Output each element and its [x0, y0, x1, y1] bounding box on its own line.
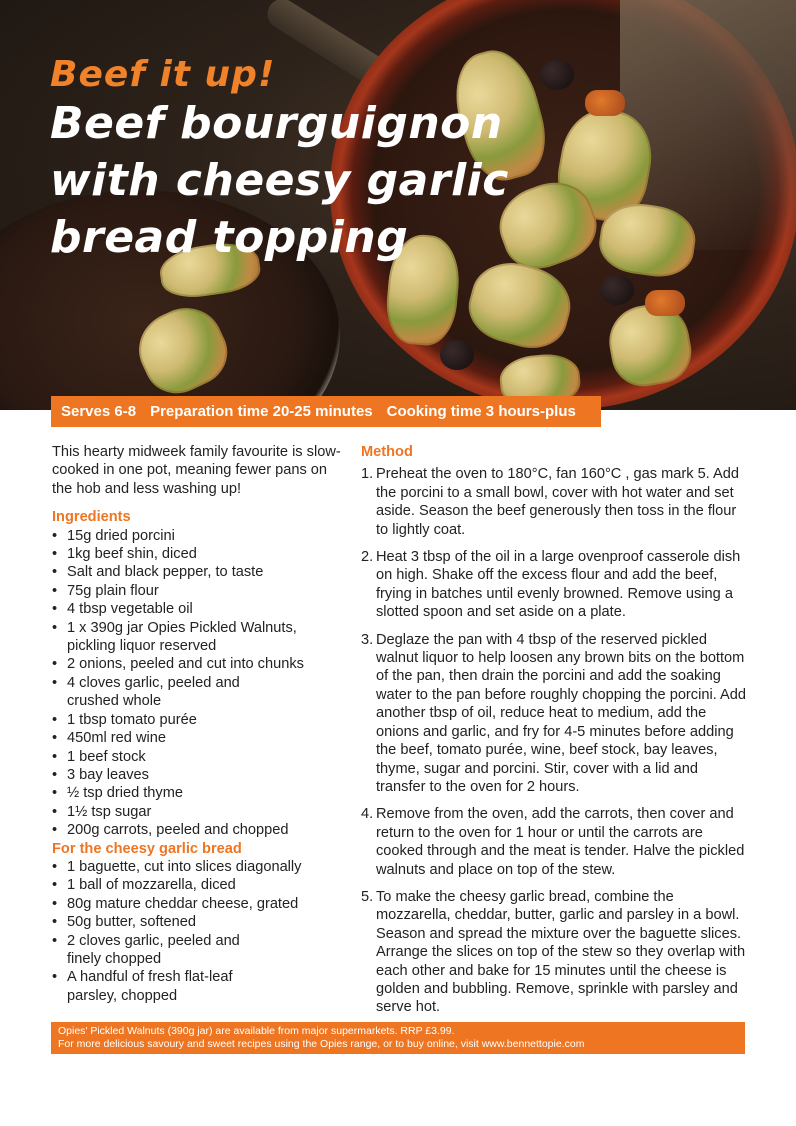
- method-heading: Method: [361, 444, 413, 460]
- pickled-walnut: [600, 275, 634, 305]
- ingredient-item: • Salt and black pepper, to taste: [52, 563, 342, 581]
- ingredient-item: • 1 x 390g jar Opies Pickled Walnuts, pickling liquor reserved: [52, 619, 342, 656]
- ingredient-item: • 1 beef stock: [52, 748, 342, 766]
- prep-time-info: Preparation time 20-25 minutes: [150, 403, 373, 420]
- method-steps: [361, 465, 749, 1016]
- ingredient-item: • 1½ tsp sugar: [52, 803, 342, 821]
- ingredient-item: • 2 onions, peeled and cut into chunks: [52, 655, 342, 673]
- method-step: [361, 548, 749, 622]
- step-number: 3.: [361, 631, 374, 648]
- method-column: [361, 443, 749, 1026]
- garlic-bread-list: [52, 858, 342, 1005]
- method-step: [361, 631, 749, 797]
- ingredients-heading: Ingredients: [52, 509, 131, 526]
- method-step: [361, 888, 749, 1017]
- pickled-walnut: [540, 60, 574, 90]
- step-number: 2.: [361, 549, 374, 566]
- garlic-bread-heading: For the cheesy garlic bread: [52, 840, 242, 857]
- cook-time-info: Cooking time 3 hours-plus: [386, 403, 576, 420]
- tagline: Beef it up!: [50, 54, 276, 95]
- ingredient-item: • 450ml red wine: [52, 729, 342, 747]
- hero-photo: [0, 0, 796, 410]
- availability-footer: [51, 1022, 745, 1054]
- ingredient-item: • 15g dried porcini: [52, 527, 342, 545]
- step-number: 1.: [361, 466, 374, 483]
- ingredient-item: • 2 cloves garlic, peeled and finely chopped: [52, 932, 257, 969]
- step-number: 5.: [361, 888, 374, 905]
- availability-note: Opies' Pickled Walnuts (390g jar) are available from major supermarkets. RRP £3.99.: [58, 1025, 455, 1037]
- ingredient-item: • 1 tbsp tomato purée: [52, 711, 342, 729]
- ingredient-item: • 1 ball of mozzarella, diced: [52, 876, 342, 894]
- ingredient-item: • ½ tsp dried thyme: [52, 784, 342, 802]
- ingredient-item: • 200g carrots, peeled and chopped: [52, 821, 342, 839]
- carrot-piece: [585, 90, 625, 116]
- recipe-title-line-3: bread topping: [50, 212, 409, 263]
- carrot-piece: [645, 290, 685, 316]
- ingredient-item: • 50g butter, softened: [52, 913, 342, 931]
- recipe-info-banner: [51, 396, 601, 427]
- ingredient-item: • 4 cloves garlic, peeled and crushed whole: [52, 674, 267, 711]
- website-note: For more delicious savoury and sweet recipes using the Opies range, or to buy online, visit www.bennettopie.com: [58, 1037, 585, 1050]
- ingredient-item: • 80g mature cheddar cheese, grated: [52, 895, 342, 913]
- ingredient-item: • 1kg beef shin, diced: [52, 545, 342, 563]
- ingredient-item: • 1 baguette, cut into slices diagonally: [52, 858, 342, 876]
- step-text: Heat 3 tbsp of the oil in a large ovenproof casserole dish on high. Shake off the excess flour and add the beef, frying in batches until evenly browned. Remove using a slotted spoon and set aside on a plate.: [376, 549, 741, 621]
- step-text: To make the cheesy garlic bread, combine the mozzarella, cheddar, butter, garlic and parsley in a bowl. Season and spread the mixture over the baguette slices. Arrange the slices on top of the stew so they overlap with each other and bake for 15 minutes until the cheese is golden and bubbling. Remove, sprinkle with parsley and serve hot.: [376, 888, 746, 1016]
- step-text: Deglaze the pan with 4 tbsp of the reserved pickled walnut liquor to help loosen any brown bits on the bottom of the pan, then drain the porcini and add the soaking water to the pan before roughly chopping the porcini. Add another tbsp of oil, reduce heat to medium, add the onions and garlic, and fry for 4-5 minutes before adding the beef, tomato purée, wine, beef stock, bay leaves, thyme, sugar and porcini. Stir, cover with a lid and transfer to the oven for 2 hours.: [376, 631, 746, 795]
- recipe-title-line-2: with cheesy garlic: [50, 155, 509, 206]
- step-text: Preheat the oven to 180°C, fan 160°C , gas mark 5. Add the porcini to a small bowl, cover with hot water and set aside. Season the beef generously then toss in the flour to lightly coat.: [376, 466, 739, 538]
- ingredient-item: • 4 tbsp vegetable oil: [52, 600, 342, 618]
- hero-title-block: [50, 55, 509, 266]
- ingredient-item: • 3 bay leaves: [52, 766, 342, 784]
- serves-info: Serves 6-8: [61, 403, 137, 420]
- recipe-title-line-1: Beef bourguignon: [50, 98, 503, 149]
- step-number: 4.: [361, 806, 374, 823]
- method-step: [361, 805, 749, 879]
- intro-text: This hearty midweek family favourite is slow-cooked in one pot, meaning fewer pans on the hob and less washing up!: [52, 444, 341, 497]
- ingredients-list: [52, 527, 342, 840]
- step-text: Remove from the oven, add the carrots, then cover and return to the oven for 1 hour or until the carrots are cooked through and the meat is tender. Halve the pickled walnuts and place on top of the stew.: [376, 806, 745, 878]
- method-step: [361, 465, 749, 539]
- left-column: [52, 443, 342, 1005]
- pickled-walnut: [440, 340, 474, 370]
- ingredient-item: • 75g plain flour: [52, 582, 342, 600]
- ingredient-item: • A handful of fresh flat-leaf parsley, chopped: [52, 968, 267, 1005]
